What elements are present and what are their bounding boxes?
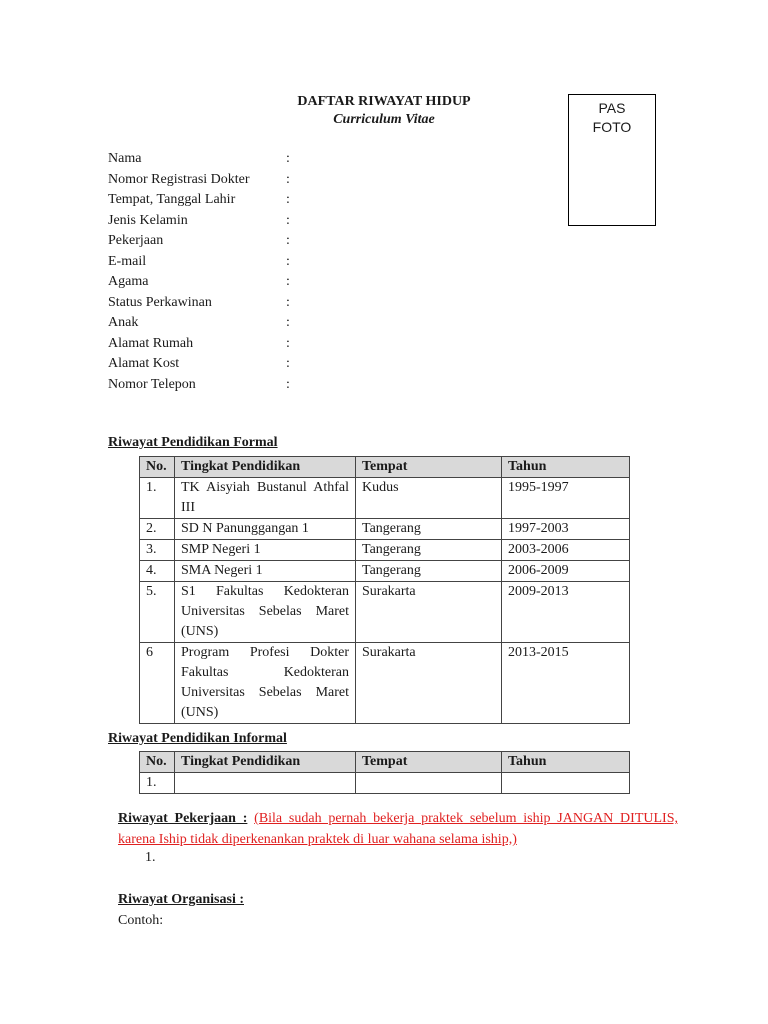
work-history-paragraph — [118, 808, 678, 850]
cell-place: Tangerang — [356, 519, 502, 540]
bio-row-nama — [108, 149, 308, 170]
cell-place: Surakarta — [356, 582, 502, 643]
bio-separator: : — [286, 171, 290, 187]
cell-no: 4. — [140, 561, 175, 582]
cell-no: 1. — [140, 773, 175, 794]
cell-no: 5. — [140, 582, 175, 643]
bio-label: Pekerjaan — [108, 233, 164, 248]
cell-no: 3. — [140, 540, 175, 561]
table-header-row — [140, 752, 630, 773]
table-row — [140, 478, 630, 519]
table-row — [140, 561, 630, 582]
table-row — [140, 540, 630, 561]
column-header-no: No. — [140, 752, 175, 773]
bio-separator: : — [286, 335, 290, 351]
formal-education-heading: Riwayat Pendidikan Formal — [108, 435, 278, 450]
bio-label: Nomor Telepon — [108, 376, 196, 392]
cell-year: 2006-2009 — [502, 561, 630, 582]
photo-label-line2: FOTO — [592, 119, 632, 135]
cell-year: 1997-2003 — [502, 519, 630, 540]
bio-row-status-perkawinan — [108, 293, 308, 314]
informal-education-table — [139, 751, 630, 794]
bio-row-nomor-registrasi — [108, 170, 308, 191]
bio-label: Alamat Rumah — [108, 335, 194, 351]
cell-level: SMA Negeri 1 — [175, 561, 356, 582]
table-row — [140, 519, 630, 540]
cell-place: Tangerang — [356, 561, 502, 582]
bio-label: Tempat, Tanggal Lahir — [108, 192, 236, 207]
organization-example: Contoh: — [118, 913, 164, 928]
bio-row-email — [108, 252, 308, 273]
cell-level — [175, 773, 356, 794]
bio-row-alamat-kost — [108, 354, 308, 375]
table-header-row — [140, 457, 630, 478]
cell-year: 2013-2015 — [502, 643, 630, 724]
bio-label: Alamat Kost — [108, 356, 180, 371]
bio-row-jenis-kelamin — [108, 211, 308, 232]
bio-label: Anak — [108, 315, 139, 330]
column-header-place: Tempat — [356, 752, 502, 773]
bio-separator: : — [286, 376, 290, 392]
bio-label: Agama — [108, 274, 149, 289]
cell-level: SD N Panunggangan 1 — [175, 519, 356, 540]
cell-place: Surakarta — [356, 643, 502, 724]
cell-level: Program Profesi Dokter Fakultas Kedokteran Universitas Sebelas Maret (UNS) — [175, 643, 356, 724]
bio-separator: : — [286, 212, 290, 228]
photo-label-line1: PAS — [598, 100, 626, 116]
informal-education-heading: Riwayat Pendidikan Informal — [108, 731, 287, 746]
cell-no: 1. — [140, 478, 175, 519]
bio-separator: : — [286, 315, 290, 330]
cell-place: Kudus — [356, 478, 502, 519]
bio-row-nomor-telepon — [108, 375, 308, 396]
column-header-year: Tahun — [502, 457, 630, 478]
cell-level: TK Aisyiah Bustanul Athfal III — [175, 478, 356, 519]
bio-row-agama — [108, 272, 308, 293]
bio-separator: : — [286, 356, 290, 371]
bio-label: E-mail — [108, 253, 147, 269]
bio-label: Nama — [108, 151, 142, 166]
cell-year: 2009-2013 — [502, 582, 630, 643]
cell-year — [502, 773, 630, 794]
bio-label: Status Perkawinan — [108, 294, 212, 310]
work-history-heading: Riwayat Pekerjaan : — [118, 811, 248, 826]
column-header-level: Tingkat Pendidikan — [175, 752, 356, 773]
bio-row-anak — [108, 313, 308, 334]
organization-heading: Riwayat Organisasi : — [118, 892, 244, 907]
bio-row-alamat-rumah — [108, 334, 308, 355]
column-header-year: Tahun — [502, 752, 630, 773]
bio-label: Jenis Kelamin — [108, 212, 188, 228]
photo-placeholder — [568, 94, 656, 226]
column-header-place: Tempat — [356, 457, 502, 478]
bio-separator: : — [286, 151, 290, 166]
bio-row-tempat-tanggal-lahir — [108, 190, 308, 211]
bio-row-pekerjaan — [108, 231, 308, 252]
cell-year: 2003-2006 — [502, 540, 630, 561]
table-row — [140, 773, 630, 794]
bio-separator: : — [286, 274, 290, 289]
column-header-no: No. — [140, 457, 175, 478]
column-header-level: Tingkat Pendidikan — [175, 457, 356, 478]
bio-separator: : — [286, 192, 290, 207]
cell-level: SMP Negeri 1 — [175, 540, 356, 561]
bio-separator: : — [286, 233, 290, 248]
document-subtitle: Curriculum Vitae — [333, 112, 435, 127]
cell-place: Tangerang — [356, 540, 502, 561]
bio-fields — [108, 149, 308, 395]
bio-label: Nomor Registrasi Dokter — [108, 171, 250, 187]
document-title: DAFTAR RIWAYAT HIDUP — [297, 94, 471, 109]
cell-no: 6 — [140, 643, 175, 724]
work-history-note: (Bila sudah pernah bekerja praktek sebelum iship JANGAN DITULIS, karena Iship tidak diperkenankan praktek di luar wahana selama iship,) — [118, 811, 678, 847]
table-row — [140, 582, 630, 643]
cell-year: 1995-1997 — [502, 478, 630, 519]
bio-separator: : — [286, 253, 290, 269]
work-history-item: 1. — [145, 850, 156, 865]
bio-separator: : — [286, 294, 290, 310]
cell-level: S1 Fakultas Kedokteran Universitas Sebelas Maret (UNS) — [175, 582, 356, 643]
cell-no: 2. — [140, 519, 175, 540]
cell-place — [356, 773, 502, 794]
formal-education-table — [139, 456, 630, 724]
table-row — [140, 643, 630, 724]
